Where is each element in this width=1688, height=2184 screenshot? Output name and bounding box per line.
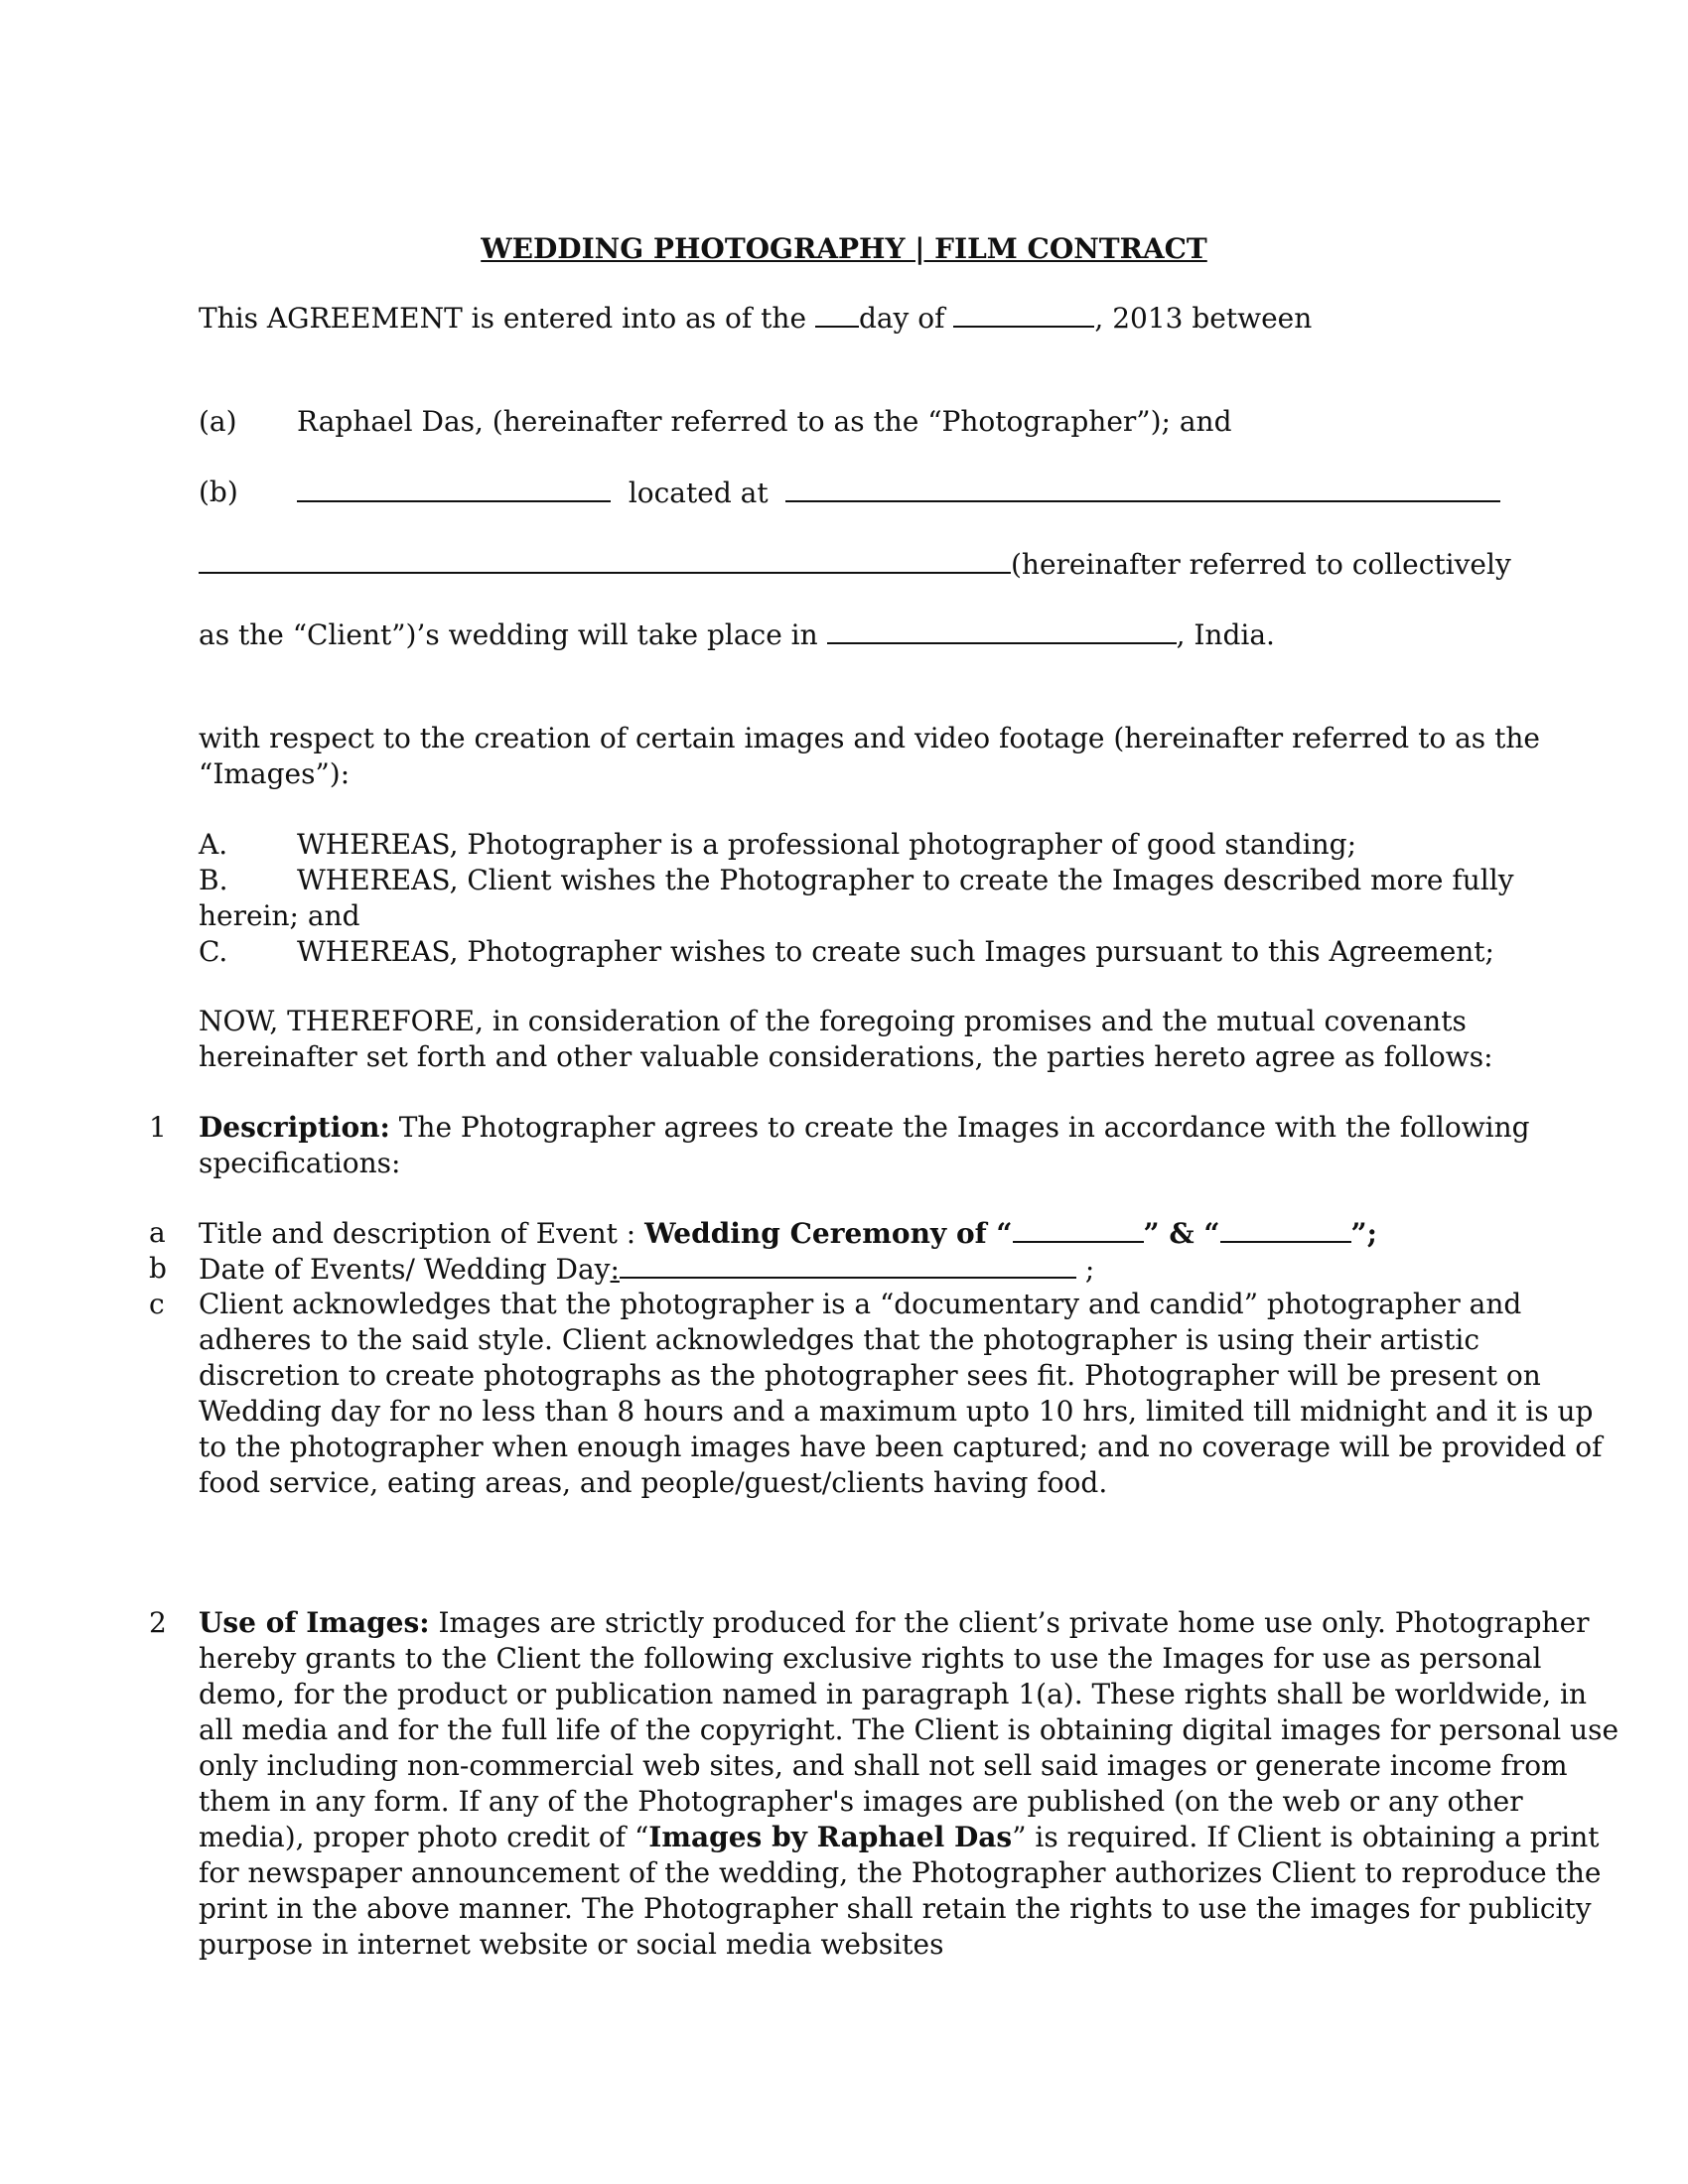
section-1-heading: Description: xyxy=(199,1111,390,1144)
groom-name-blank xyxy=(1220,1215,1351,1243)
item-c-label: c xyxy=(149,1288,165,1320)
party-a-text: Raphael Das, (hereinafter referred to as the “Photographer”); and xyxy=(297,405,1232,438)
section-2-line-1 xyxy=(199,1605,1590,1641)
section-2-line-3: demo, for the product or publication named in paragraph 1(a). These rights shall be worldwide, in xyxy=(199,1678,1588,1710)
section-1-line-2: specifications: xyxy=(199,1147,401,1179)
collective-line xyxy=(199,546,1511,583)
section-2-text-1: Images are strictly produced for the client’s private home use only. Photographer xyxy=(429,1606,1590,1639)
item-b-colon: : xyxy=(610,1253,620,1286)
day-blank xyxy=(815,300,859,328)
intro-line xyxy=(199,300,1312,337)
located-at-label: located at xyxy=(628,477,769,509)
section-2-heading: Use of Images: xyxy=(199,1606,430,1639)
respect-line-2: “Images”): xyxy=(199,757,351,790)
respect-line-1: with respect to the creation of certain images and video footage (hereinafter referred to as the xyxy=(199,722,1540,754)
address-blank xyxy=(199,546,1011,574)
client-name-blank xyxy=(297,475,611,502)
item-a-line xyxy=(199,1215,1377,1252)
now-therefore-line-2: hereinafter set forth and other valuable considerations, the parties hereto agree as follows: xyxy=(199,1040,1493,1073)
section-2-line-6: them in any form. If any of the Photographer's images are published (on the web or any other xyxy=(199,1785,1523,1818)
section-1-number: 1 xyxy=(149,1111,167,1144)
party-b-label: (b) xyxy=(199,476,238,508)
month-blank xyxy=(953,300,1094,328)
item-a-text: Title and description of Event : xyxy=(199,1217,645,1250)
item-b-end: ; xyxy=(1075,1253,1095,1286)
section-2-line-4: all media and for the full life of the copyright. The Client is obtaining digital images for personal use xyxy=(199,1713,1619,1746)
section-1-text-1: The Photographer agrees to create the Images in accordance with the following xyxy=(389,1111,1530,1144)
item-c-line-1: Client acknowledges that the photographer is a “documentary and candid” photographer and xyxy=(199,1288,1522,1320)
item-b-label: b xyxy=(149,1252,167,1285)
party-a-label: (a) xyxy=(199,405,237,438)
wedding-date-blank xyxy=(620,1251,1076,1279)
whereas-a-label: A. xyxy=(199,828,228,861)
item-c-line-2: adheres to the said style. Client acknowledges that the photographer is using their artistic xyxy=(199,1323,1480,1356)
item-a-label: a xyxy=(149,1216,166,1249)
item-a-bold-2: ” & “ xyxy=(1143,1217,1220,1250)
section-1-line-1 xyxy=(199,1110,1530,1146)
collective-text: (hereinafter referred to collectively xyxy=(1011,548,1511,581)
section-2-line-2: hereby grants to the Client the following exclusive rights to use the Images for use as personal xyxy=(199,1642,1542,1675)
item-c-line-3: discretion to create photographs as the photographer sees fit. Photographer will be present on xyxy=(199,1359,1541,1392)
section-2-number: 2 xyxy=(149,1606,167,1639)
party-b-line xyxy=(297,475,1500,511)
credit-text-post: ” is required. If Client is obtaining a print xyxy=(1012,1821,1600,1853)
wedding-place-text-2: , India. xyxy=(1176,618,1275,651)
intro-text-3: , 2013 between xyxy=(1094,302,1313,335)
section-2-credit-line xyxy=(199,1820,1599,1855)
whereas-c-label: C. xyxy=(199,935,228,968)
whereas-a-text: WHEREAS, Photographer is a professional photographer of good standing; xyxy=(297,828,1357,861)
credit-text-pre: media), proper photo credit of “ xyxy=(199,1821,649,1853)
whereas-b-text: WHEREAS, Client wishes the Photographer to create the Images described more fully xyxy=(297,864,1514,896)
location-blank xyxy=(785,475,1500,502)
photo-credit: Images by Raphael Das xyxy=(648,1821,1013,1853)
wedding-place-blank xyxy=(827,616,1177,644)
wedding-place-line xyxy=(199,616,1275,653)
item-a-bold-3: ”; xyxy=(1350,1217,1377,1250)
section-2-line-8: for newspaper announcement of the wedding, the Photographer authorizes Client to reproduce the xyxy=(199,1856,1602,1889)
wedding-place-text-1: as the “Client”)’s wedding will take place in xyxy=(199,618,827,651)
section-2-line-5: only including non-commercial web sites, and shall not sell said images or generate income from xyxy=(199,1749,1568,1782)
whereas-b-continued: herein; and xyxy=(199,899,360,932)
whereas-c-text: WHEREAS, Photographer wishes to create such Images pursuant to this Agreement; xyxy=(297,935,1494,968)
intro-text-2: day of xyxy=(858,302,954,335)
item-b-text: Date of Events/ Wedding Day xyxy=(199,1253,611,1286)
whereas-b-label: B. xyxy=(199,864,228,896)
bride-name-blank xyxy=(1013,1215,1144,1243)
item-b-line xyxy=(199,1251,1094,1288)
section-2-line-10: purpose in internet website or social media websites xyxy=(199,1928,944,1961)
item-c-line-4: Wedding day for no less than 8 hours and a maximum upto 10 hrs, limited till midnight and it is up xyxy=(199,1395,1594,1428)
section-2-line-9: print in the above manner. The Photographer shall retain the rights to use the images for publicity xyxy=(199,1892,1592,1925)
now-therefore-line-1: NOW, THEREFORE, in consideration of the foregoing promises and the mutual covenants xyxy=(199,1005,1467,1037)
item-a-bold-1: Wedding Ceremony of “ xyxy=(644,1217,1013,1250)
document-title: WEDDING PHOTOGRAPHY | FILM CONTRACT xyxy=(481,232,1207,265)
item-c-line-6: food service, eating areas, and people/guest/clients having food. xyxy=(199,1466,1108,1499)
item-c-line-5: to the photographer when enough images have been captured; and no coverage will be provided of xyxy=(199,1431,1603,1463)
intro-text-1: This AGREEMENT is entered into as of the xyxy=(199,302,815,335)
